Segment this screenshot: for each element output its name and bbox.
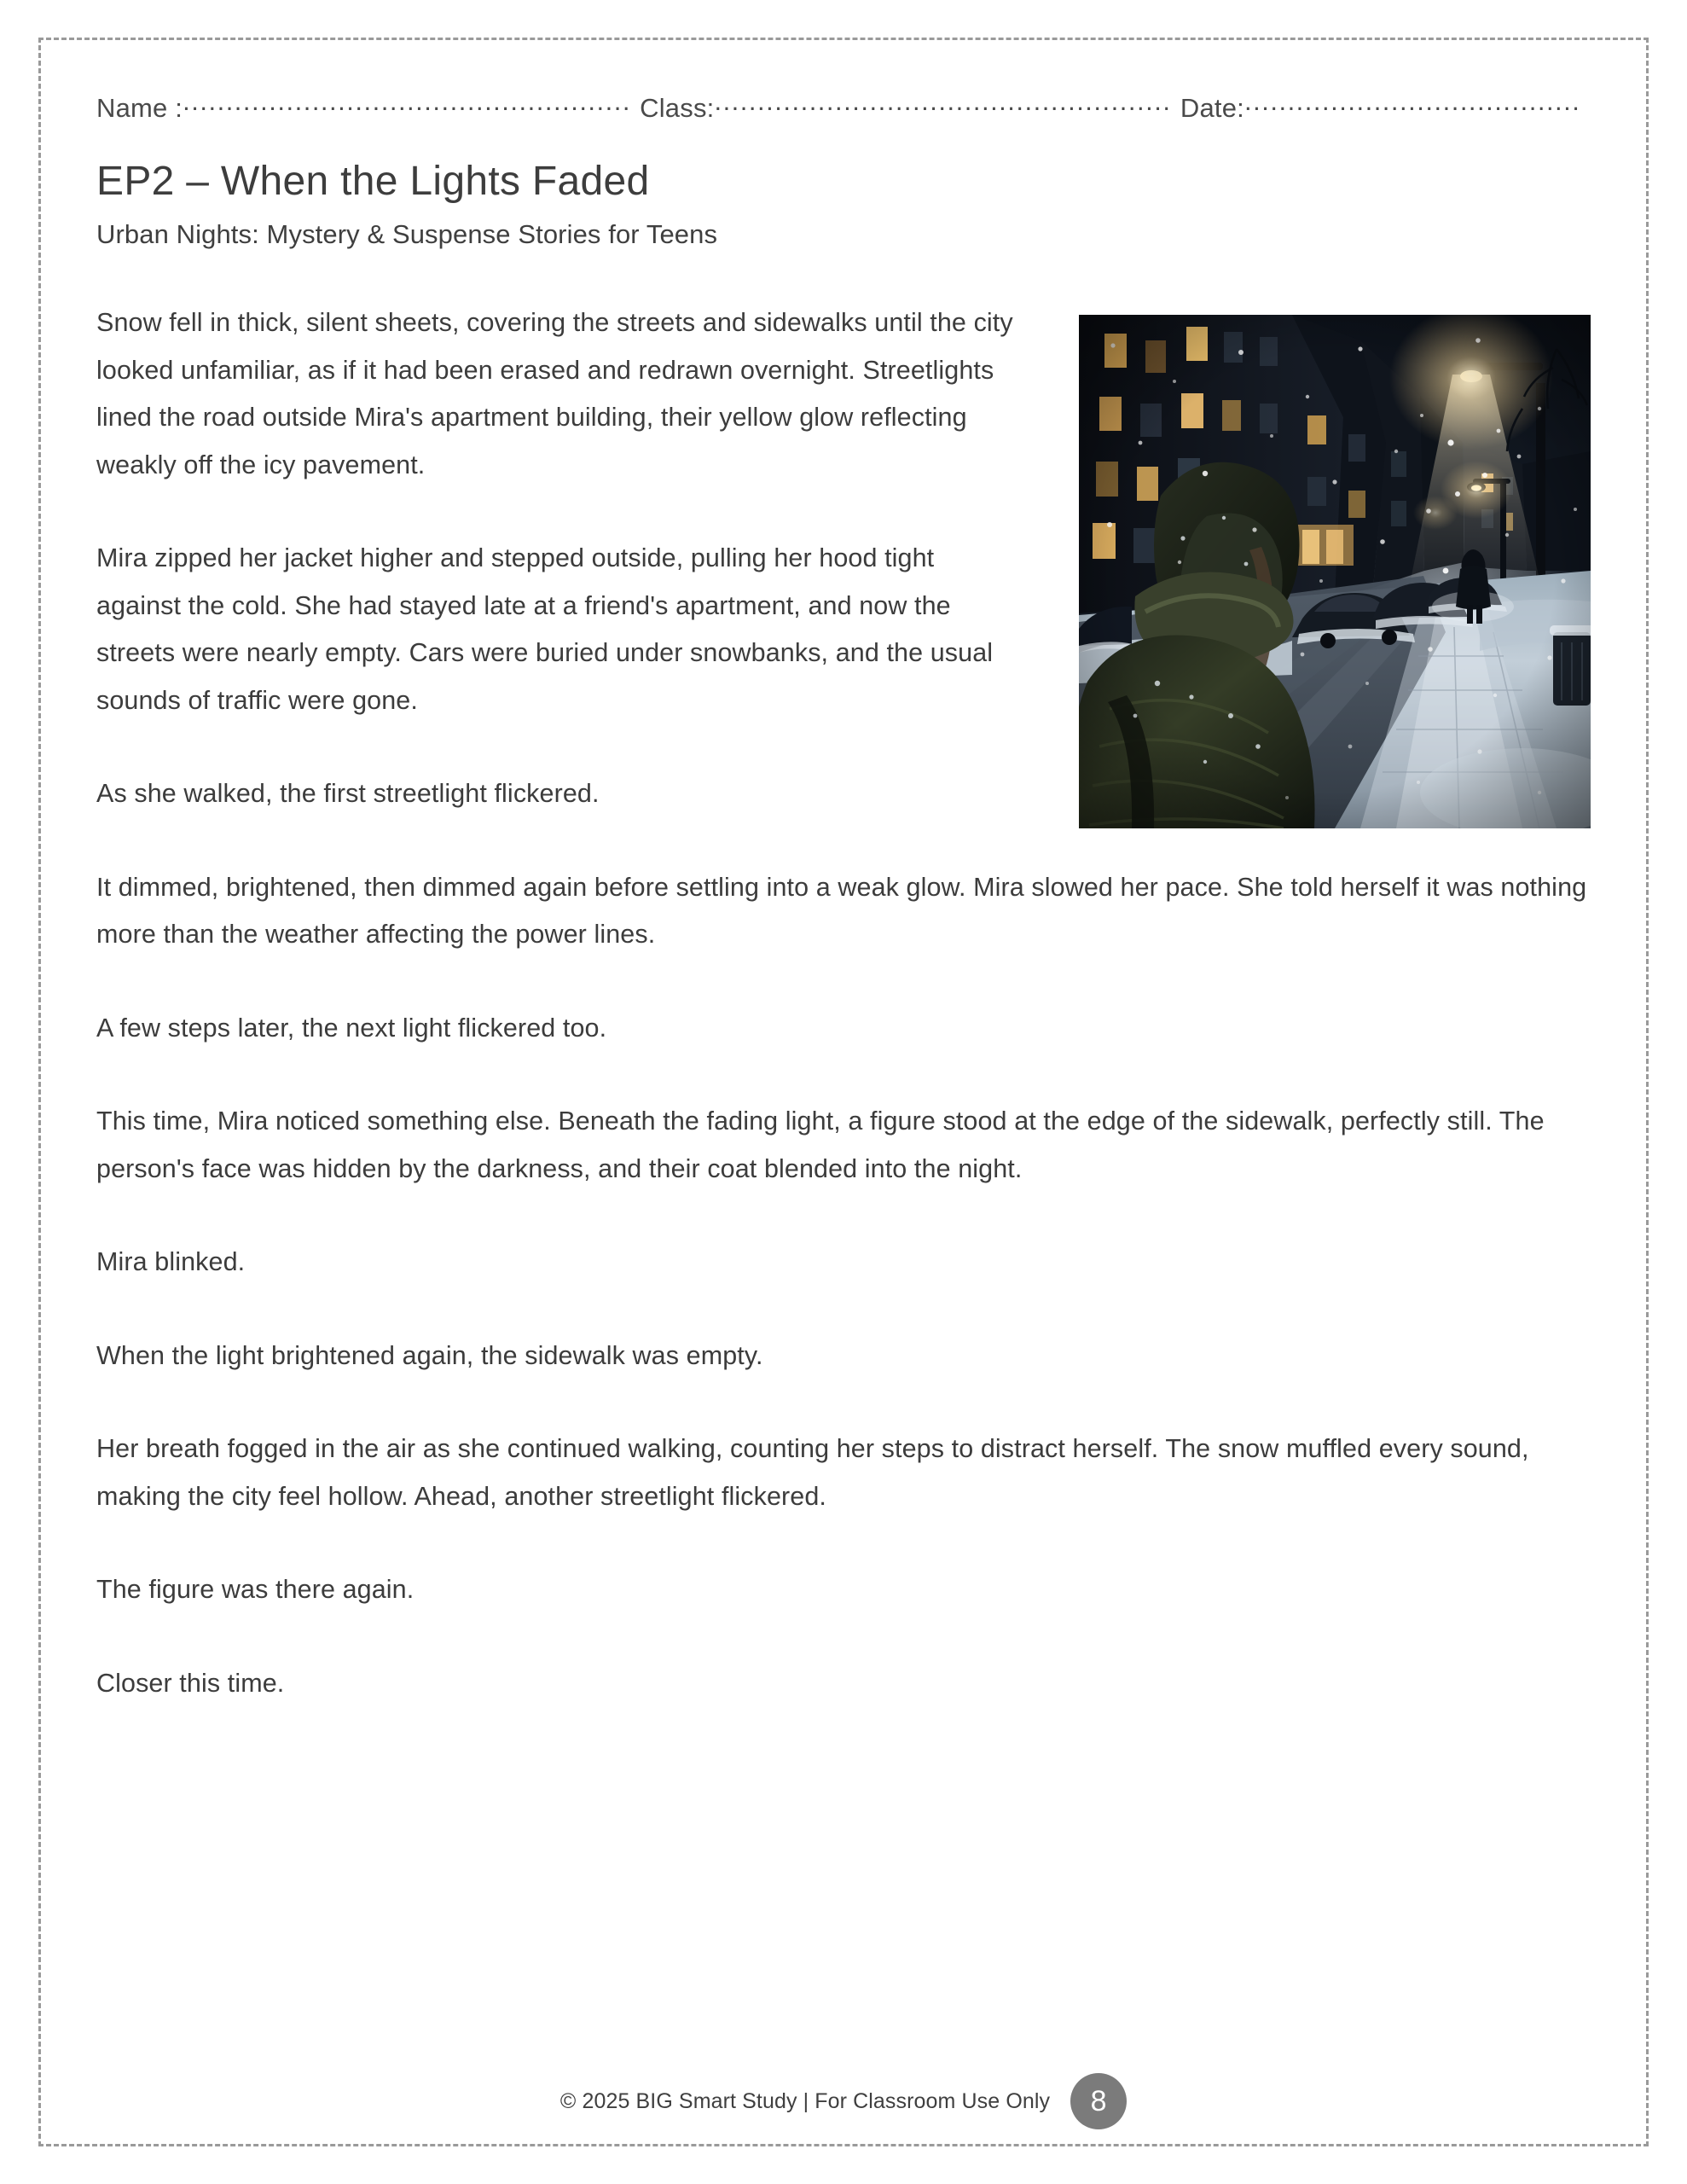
page-content <box>96 90 1591 1707</box>
date-field-label: Date: <box>1180 93 1244 123</box>
page-footer <box>0 2073 1687 2129</box>
copyright-text: © 2025 BIG Smart Study | For Classroom Use Only <box>559 2088 1051 2113</box>
story-illustration <box>1079 315 1591 828</box>
night-street-photo <box>1079 315 1591 828</box>
name-field-label: Name : <box>96 93 183 123</box>
class-field-input[interactable] <box>714 90 1168 117</box>
story-paragraph: Mira zipped her jacket higher and stepped outside, pulling her hood tight against the cold. She had stayed late at a friend's apartment, and now the streets were nearly empty. Cars were buried under snowbanks, and the usual sounds of traffic were gone. <box>96 543 994 715</box>
date-field-input[interactable] <box>1244 90 1579 117</box>
story-paragraph: As she walked, the first streetlight flickered. <box>96 779 600 809</box>
story-paragraph: It dimmed, brightened, then dimmed again before settling into a weak glow. Mira slowed her pace. She told herself it was nothing more than the weather affecting the power lines. <box>96 872 1587 950</box>
story-body <box>96 299 1591 1707</box>
page-subtitle: Urban Nights: Mystery & Suspense Stories for Teens <box>96 219 718 250</box>
story-paragraph: Closer this time. <box>96 1668 285 1698</box>
class-field-label: Class: <box>640 93 715 123</box>
story-paragraph: Her breath fogged in the air as she continued walking, counting her steps to distract herself. The snow muffled every sound, making the city feel hollow. Ahead, another streetlight flickered. <box>96 1434 1529 1511</box>
story-paragraph: This time, Mira noticed something else. Beneath the fading light, a figure stood at the edge of the sidewalk, perfectly still. The person's face was hidden by the darkness, and their coat blended into the night. <box>96 1107 1545 1183</box>
story-paragraph: A few steps later, the next light flickered too. <box>96 1013 607 1043</box>
page-title: EP2 – When the Lights Faded <box>96 159 650 204</box>
name-field-input[interactable] <box>183 90 628 117</box>
story-paragraph: When the light brightened again, the sidewalk was empty. <box>96 1340 763 1370</box>
story-paragraph: Snow fell in thick, silent sheets, covering the streets and sidewalks until the city looked unfamiliar, as if it had been erased and redrawn overnight. Streetlights lined the road outside Mira's apartment building, their yellow glow reflecting weakly off the icy pavement. <box>96 308 1013 479</box>
student-info-bar <box>96 90 1591 124</box>
page-number-badge: 8 <box>1070 2073 1127 2129</box>
night-street-photo-svg <box>1079 315 1591 828</box>
story-paragraph: Mira blinked. <box>96 1247 246 1277</box>
story-paragraph: The figure was there again. <box>96 1575 415 1605</box>
